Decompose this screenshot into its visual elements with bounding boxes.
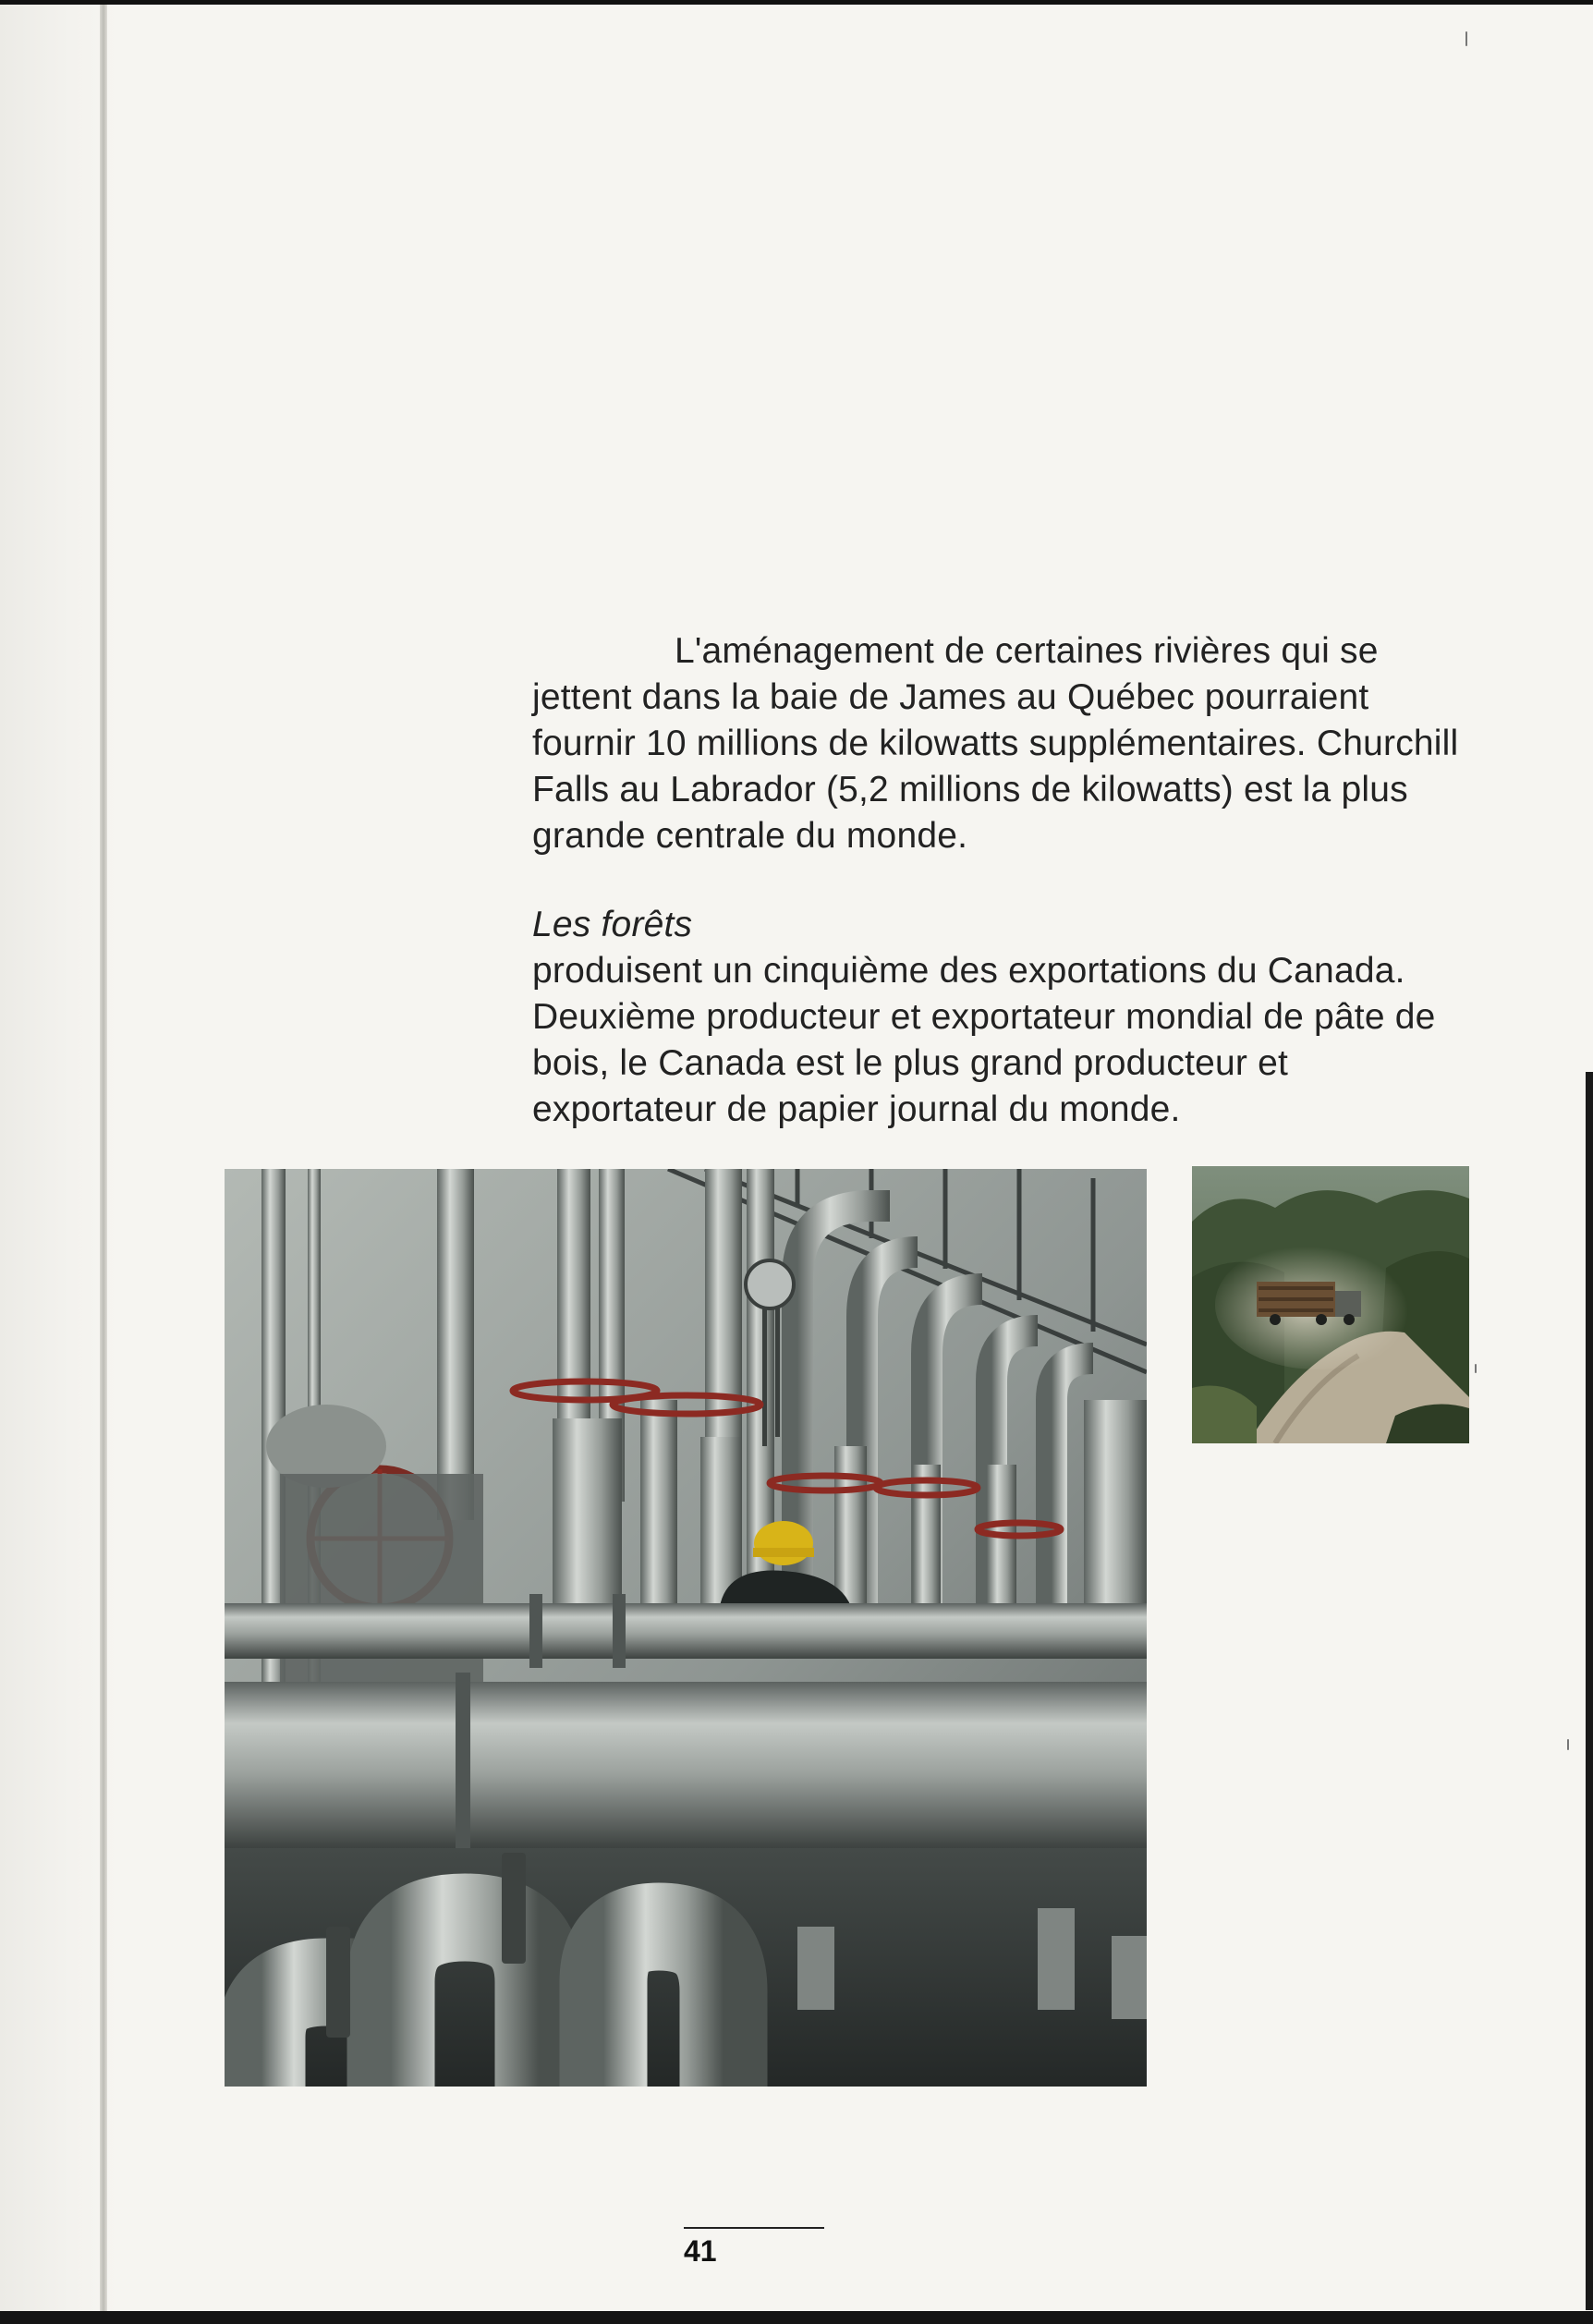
article-text (532, 628, 1475, 1133)
dust-speck (1465, 31, 1467, 46)
top-scan-border (0, 0, 1593, 5)
dust-speck (1567, 1739, 1569, 1750)
bottom-scan-border (0, 2311, 1593, 2324)
fold-line (100, 0, 107, 2324)
page-number-rule (684, 2227, 824, 2229)
page-number: 41 (684, 2234, 717, 2268)
paragraph-forests: produisent un cinquième des exportations du Canada. Deuxième producteur et exportateur mondial de pâte de bois, le Canada est le plus grand producteur et exportateur de papier journal du monde. (532, 951, 1436, 1129)
logging-truck-photo (1192, 1166, 1469, 1443)
section-heading: Les forêts (532, 905, 693, 944)
industrial-pipes-photo (225, 1169, 1147, 2087)
paragraph-hydro: L'aménagement de certaines rivières qui se jettent dans la baie de James au Québec pourraient fournir 10 millions de kilowatts supplémentaires. Churchill Falls au Labrador (5,2 millions de kilowatts) est la plus grande centrale du monde. (532, 631, 1459, 856)
right-scan-border (1586, 1072, 1593, 2310)
dust-speck (1475, 1364, 1477, 1373)
